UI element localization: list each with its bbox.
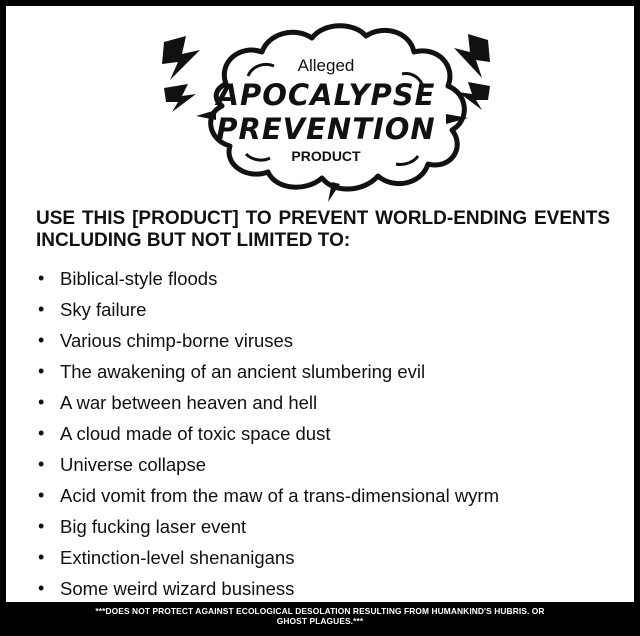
disclaimer-line: ***DOES NOT PROTECT AGAINST ECOLOGICAL DESOLATION RESULTING FROM HUMANKIND'S HUBRIS. OR	[95, 606, 545, 616]
disclaimer-line: GHOST PLAGUES.***	[276, 616, 364, 626]
list-item: • Big fucking laser event	[36, 511, 616, 542]
list-item: • The awakening of an ancient slumbering evil	[36, 356, 616, 387]
headline: USE THIS [PRODUCT] TO PREVENT WORLD-ENDING EVENTS INCLUDING BUT NOT LIMITED TO:	[36, 208, 610, 251]
list-item: • Various chimp-borne viruses	[36, 325, 616, 356]
list-item: • Universe collapse	[36, 449, 616, 480]
list-item: • Biblical-style floods	[36, 263, 616, 294]
list-item: • A cloud made of toxic space dust	[36, 418, 616, 449]
hazard-list	[36, 263, 616, 604]
logo	[156, 14, 496, 204]
list-item: • Sky failure	[36, 294, 616, 325]
disclaimer	[0, 606, 640, 626]
logo-product-text: PRODUCT	[291, 148, 361, 164]
logo-alleged-text: Alleged	[297, 56, 355, 75]
logo-prevention-text: PREVENTION	[216, 112, 436, 146]
label-panel	[6, 6, 634, 602]
list-item: • Extinction-level shenanigans	[36, 542, 616, 573]
list-item: • Some weird wizard business	[36, 573, 616, 604]
logo-apocalypse-text: APOCALYPSE	[216, 78, 436, 112]
list-item: • A war between heaven and hell	[36, 387, 616, 418]
list-item: • Acid vomit from the maw of a trans-dimensional wyrm	[36, 480, 616, 511]
